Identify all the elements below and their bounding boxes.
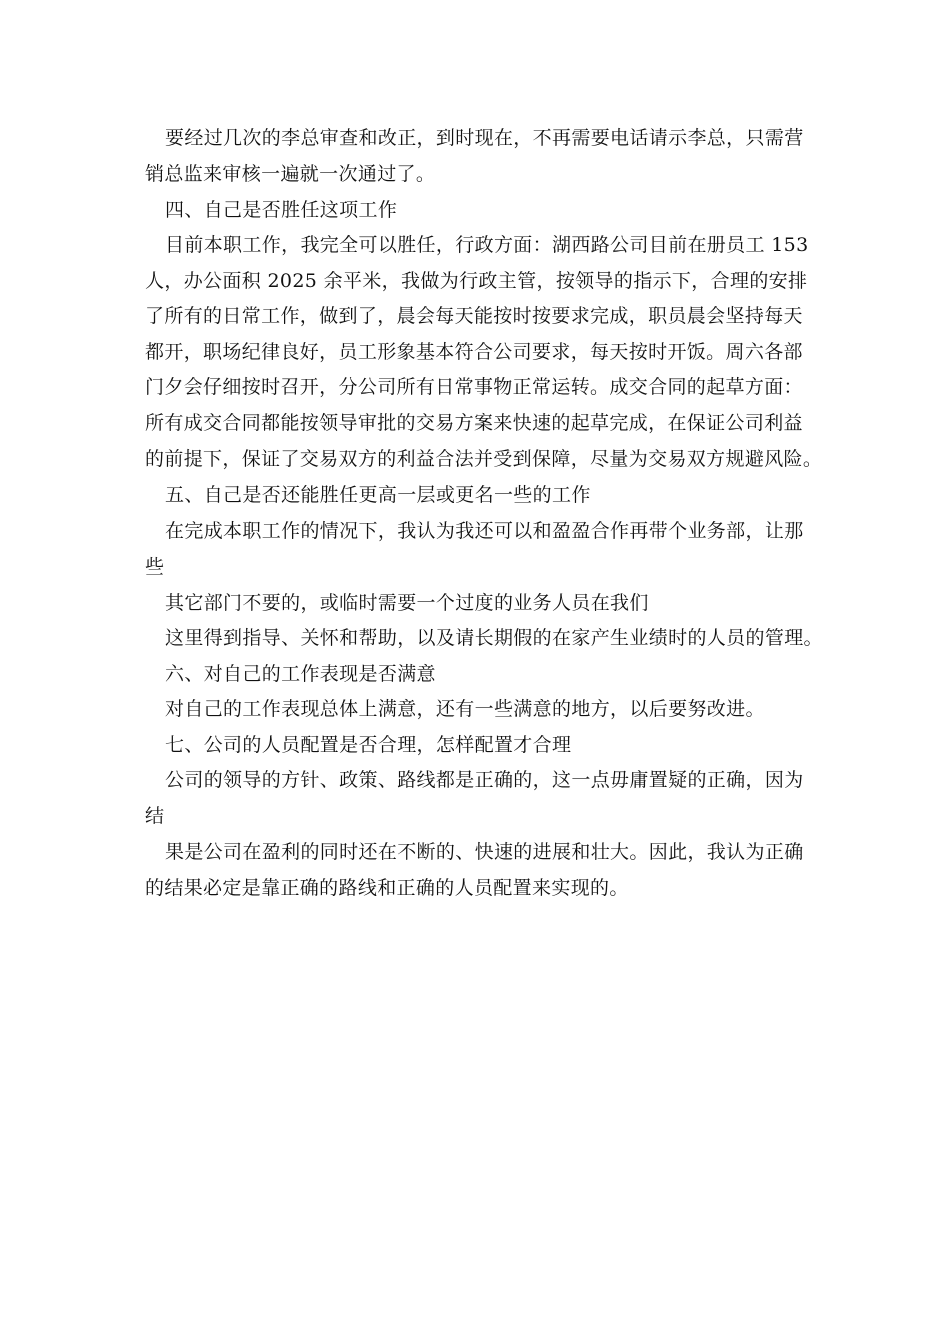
line-text: 门夕会仔细按时召开，分公司所有日常事物正常运转。成交合同的起草方面： — [145, 376, 803, 398]
heading-text: 七、公司的人员配置是否合理，怎样配置才合理 — [165, 734, 572, 756]
paragraph-line — [0, 691, 950, 727]
paragraph-line — [0, 227, 950, 263]
line-text: 些 — [145, 556, 165, 578]
paragraph-line — [0, 334, 950, 370]
heading-text: 六、对自己的工作表现是否满意 — [165, 663, 436, 685]
line-text: 的前提下，保证了交易双方的利益合法并受到保障，尽量为交易双方规避风险。 — [145, 448, 823, 470]
paragraph-line — [0, 441, 950, 477]
section-heading — [0, 477, 950, 513]
paragraph-line — [0, 620, 950, 656]
section-heading — [0, 656, 950, 692]
line-text: 所有成交合同都能按领导审批的交易方案来快速的起草完成，在保证公司利益 — [145, 412, 803, 434]
paragraph-line — [0, 870, 950, 906]
line-text: 都开，职场纪律良好，员工形象基本符合公司要求，每天按时开饭。周六各部 — [145, 341, 803, 363]
paragraph-line — [0, 369, 950, 405]
heading-text: 五、自己是否还能胜任更高一层或更名一些的工作 — [165, 484, 591, 506]
section-heading — [0, 727, 950, 763]
paragraph-line — [0, 156, 950, 192]
line-text: 销总监来审核一遍就一次通过了。 — [145, 163, 436, 185]
line-text: 在完成本职工作的情况下，我认为我还可以和盈盈合作再带个业务部，让那 — [165, 520, 804, 542]
section-heading — [0, 192, 950, 228]
line-text: 公司的领导的方针、政策、路线都是正确的，这一点毋庸置疑的正确，因为 — [165, 769, 804, 791]
paragraph-line — [0, 263, 950, 299]
paragraph-line — [0, 585, 950, 621]
line-text: 对自己的工作表现总体上满意，还有一些满意的地方，以后要努改进。 — [165, 698, 765, 720]
paragraph-line — [0, 405, 950, 441]
paragraph-line — [0, 762, 950, 798]
line-text: 其它部门不要的，或临时需要一个过度的业务人员在我们 — [165, 592, 649, 614]
line-text: 要经过几次的李总审查和改正，到时现在，不再需要电话请示李总，只需营 — [165, 127, 804, 149]
line-text: 的结果必定是靠正确的路线和正确的人员配置来实现的。 — [145, 877, 629, 899]
line-text: 这里得到指导、关怀和帮助，以及请长期假的在家产生业绩时的人员的管理。 — [165, 627, 823, 649]
paragraph-line — [0, 513, 950, 549]
paragraph-line — [0, 798, 950, 834]
line-text: 果是公司在盈利的同时还在不断的、快速的进展和壮大。因此，我认为正确 — [165, 841, 804, 863]
line-text: 目前本职工作，我完全可以胜任，行政方面：湖西路公司目前在册员工 153 — [165, 234, 809, 256]
line-text: 了所有的日常工作，做到了，晨会每天能按时按要求完成，职员晨会坚持每天 — [145, 305, 803, 327]
paragraph-line — [0, 298, 950, 334]
line-text: 人，办公面积 2025 余平米，我做为行政主管，按领导的指示下，合理的安排 — [145, 270, 808, 292]
paragraph-line — [0, 120, 950, 156]
heading-text: 四、自己是否胜任这项工作 — [165, 199, 398, 221]
paragraph-line — [0, 834, 950, 870]
paragraph-line — [0, 549, 950, 585]
line-text: 结 — [145, 805, 165, 827]
